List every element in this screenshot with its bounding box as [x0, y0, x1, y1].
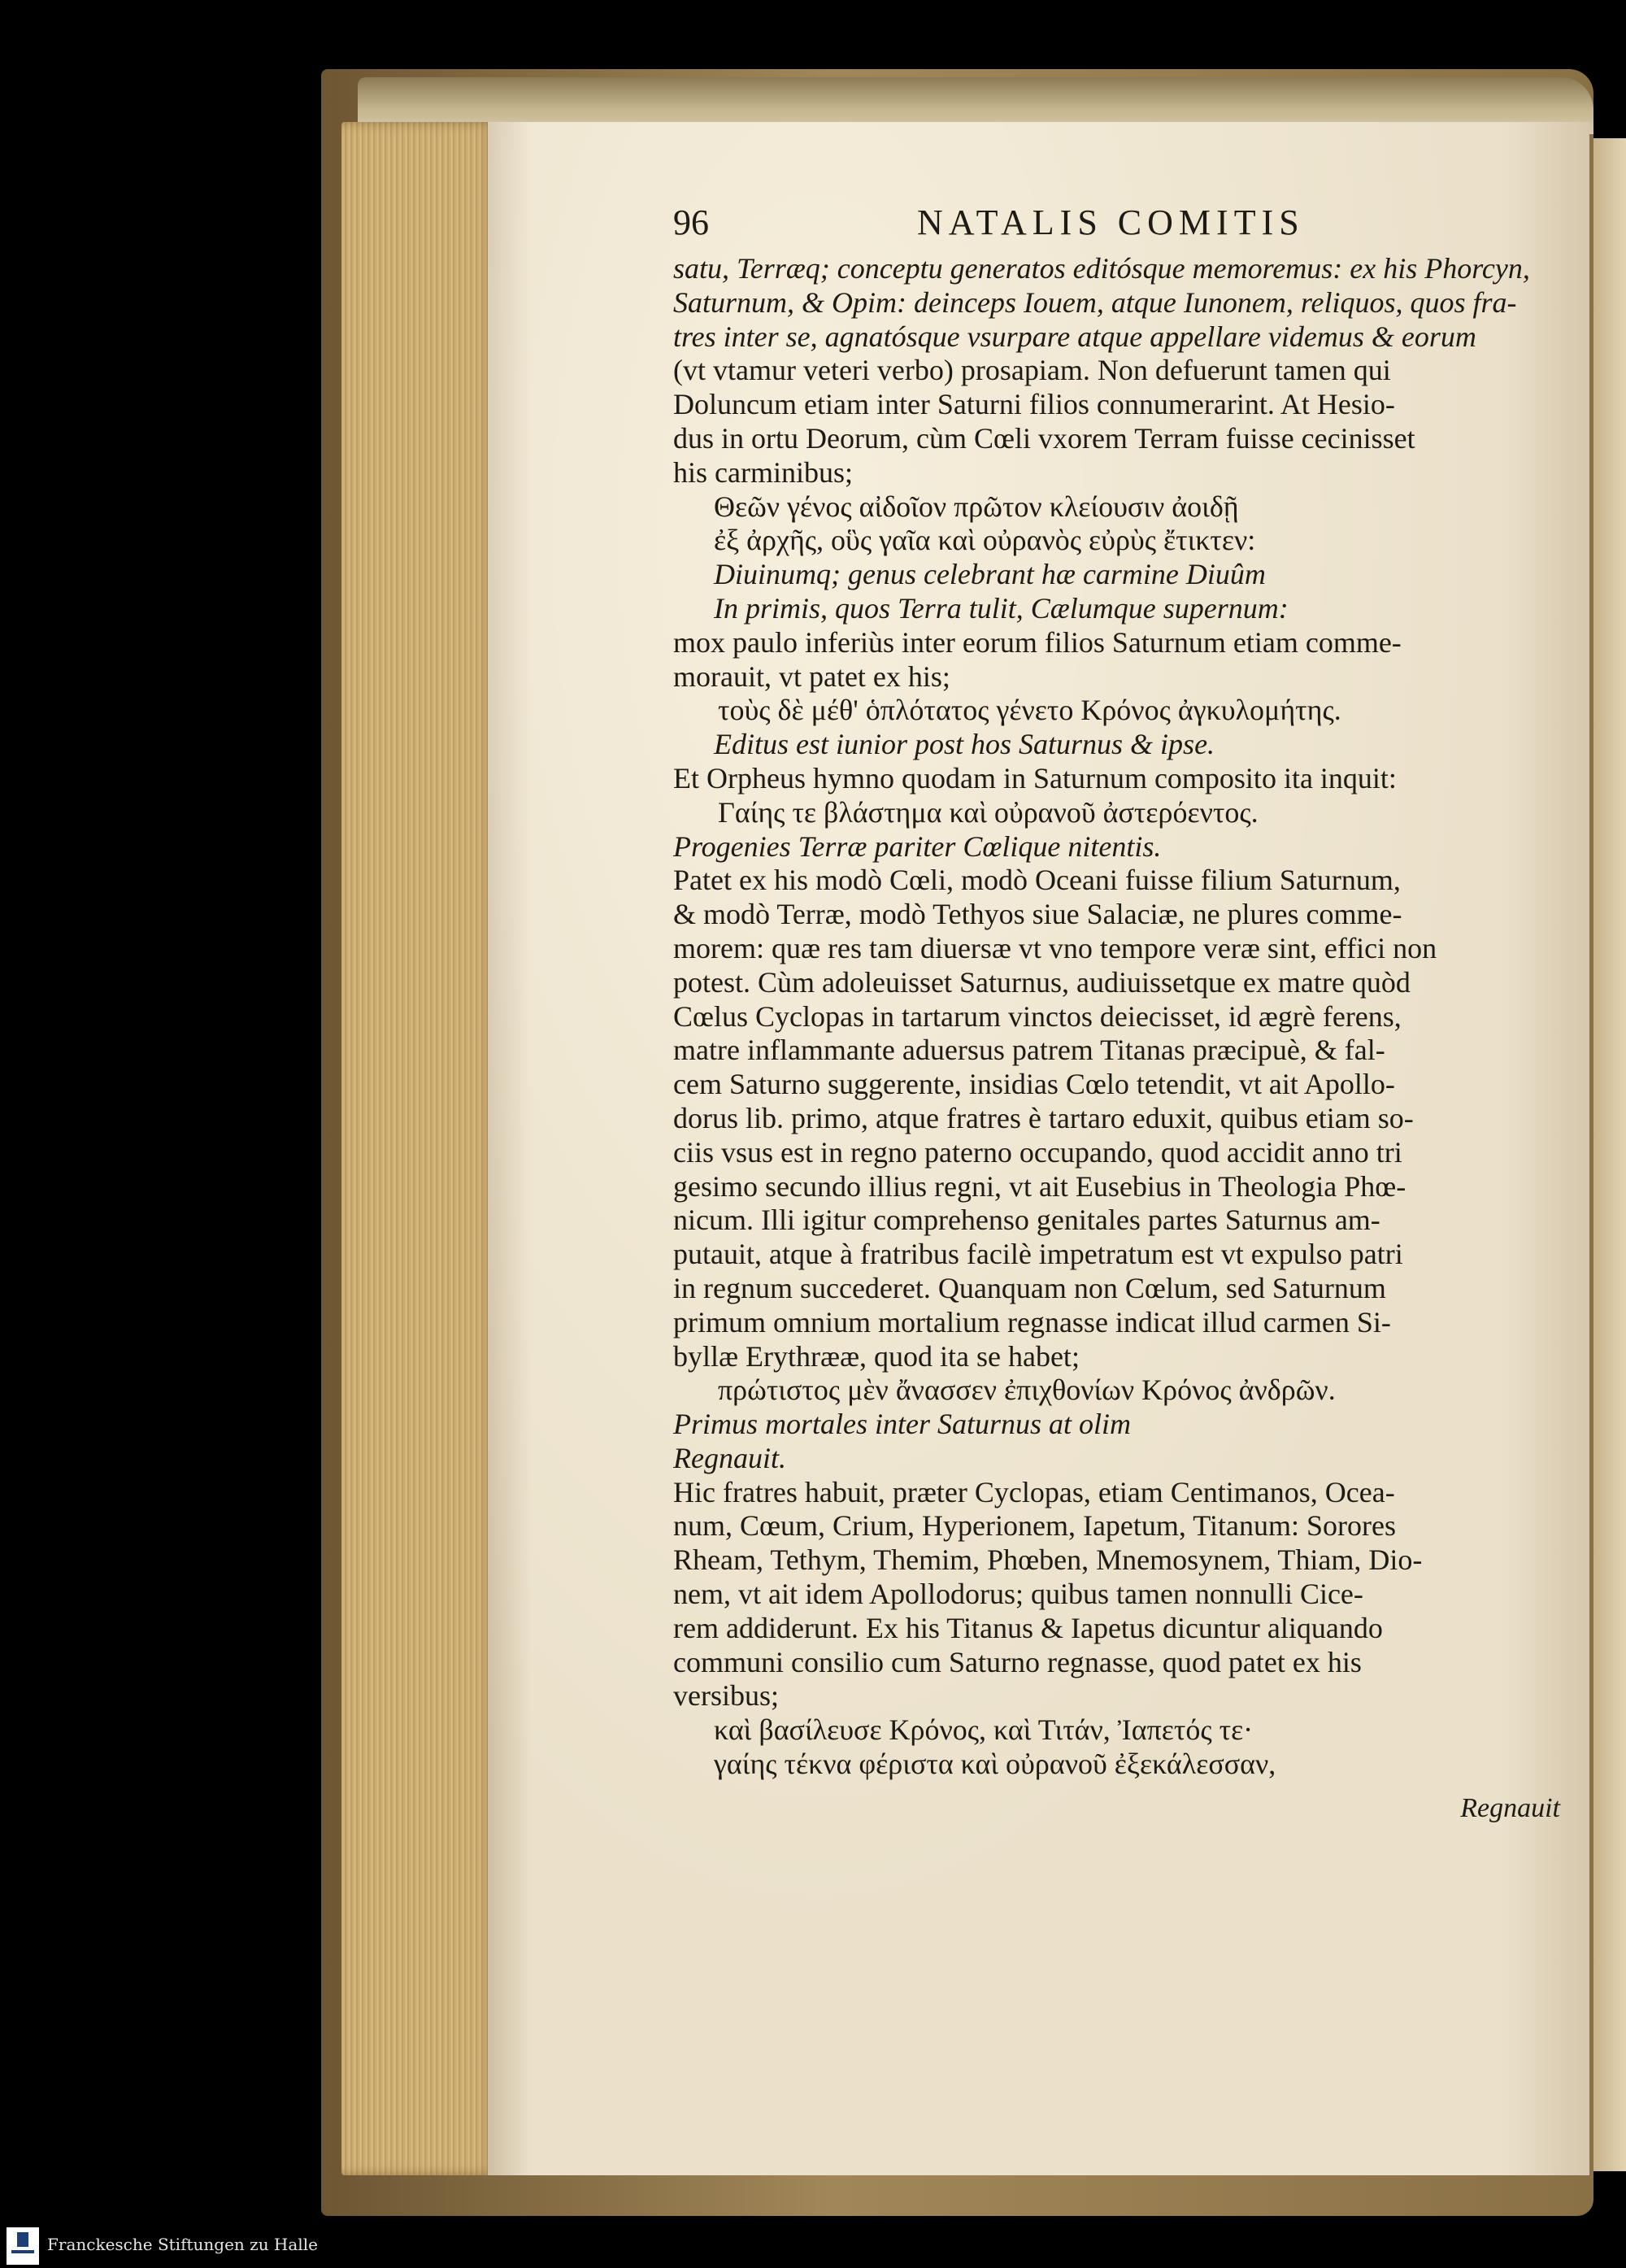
library-logo-icon [7, 2227, 39, 2265]
text-line: Rheam, Tethym, Themim, Phœben, Mnemosynem, Thiam, Dio- [673, 1543, 1423, 1577]
text-line: dus in ortu Deorum, cùm Cœli vxorem Terram fuisse cecinisset [673, 421, 1415, 455]
text-line: primum omnium mortalium regnasse indicat illud carmen Si- [673, 1305, 1391, 1339]
text-line: potest. Cùm adoleuisset Saturnus, audiuissetque ex matre quòd [673, 965, 1411, 999]
latin-verse-line: Diuinumq; genus celebrant hæ carmine Diuûm [714, 558, 1266, 591]
greek-verse-line: ἐξ ἀρχῆς, οὓς γαῖα καὶ οὐρανὸς εὐρὺς ἔτικτεν: [714, 524, 1256, 557]
running-head: NATALIS COMITIS [917, 202, 1305, 242]
page-text-block [673, 202, 1563, 1824]
text-line: Saturnum, & Opim: deinceps Iouem, atque Iunonem, reliquos, quos fra- [673, 285, 1517, 319]
library-name: Franckesche Stiftungen zu Halle [47, 2235, 318, 2254]
text-line: matre inflammante aduersus patrem Titanas præcipuè, & fal- [673, 1034, 1385, 1067]
text-line: Patet ex his modò Cœli, modò Oceani fuisse filium Saturnum, [673, 864, 1401, 897]
text-line: satu, Terræq; conceptu generatos editósque memoremus: ex his Phorcyn, [673, 252, 1530, 285]
text-line: Hic fratres habuit, præter Cyclopas, etiam Centimanos, Ocea- [673, 1475, 1395, 1508]
latin-verse-line: Editus est iunior post hos Saturnus & ipse. [714, 728, 1215, 761]
page-number: 96 [673, 202, 709, 242]
greek-verse-line: Θεῶν γένος αἰδοῖον πρῶτον κλείουσιν ἀοιδῇ [714, 490, 1239, 523]
text-line: in regnum succederet. Quanquam non Cœlum, sed Saturnum [673, 1271, 1386, 1304]
footer-bar [0, 2224, 1626, 2268]
greek-verse-line: Γαίης τε βλάστημα καὶ οὐρανοῦ ἀστερόεντος. [718, 795, 1259, 829]
greek-verse-line: καὶ βασίλευσε Κρόνος, καὶ Τιτάν, Ἰαπετός τε· [714, 1713, 1254, 1747]
text-line: nem, vt ait idem Apollodorus; quibus tamen nonnulli Cice- [673, 1578, 1363, 1611]
text-line: cem Saturno suggerente, insidias Cœlo tetendit, vt ait Apollo- [673, 1068, 1395, 1101]
text-line: nicum. Illi igitur comprehenso genitales partes Saturnus am- [673, 1204, 1380, 1237]
text-line: rem addiderunt. Ex his Titanus & Iapetus dicuntur aliquando [673, 1611, 1383, 1644]
text-line: communi consilio cum Saturno regnasse, quod patet ex his [673, 1645, 1362, 1678]
text-line: ciis vsus est in regno paterno occupando, quod accidit anno tri [673, 1135, 1402, 1169]
greek-verse-line: πρώτιστος μὲν ἄνασσεν ἐπιχθονίων Κρόνος ἀνδρῶν. [718, 1373, 1336, 1407]
text-line: tres inter se, agnatósque vsurpare atque appellare videmus & eorum [673, 320, 1476, 353]
greek-verse-line: γαίης τέκνα φέριστα καὶ οὐρανοῦ ἐξεκάλεσσαν, [714, 1748, 1276, 1781]
facing-page-sliver [1593, 138, 1626, 2171]
greek-verse-line: τοὺς δὲ μέθ' ὁπλότατος γένετο Κρόνος ἀγκυλομήτης. [718, 694, 1341, 727]
text-line: morem: quæ res tam diuersæ vt vno tempore veræ sint, effici non [673, 931, 1437, 964]
text-line: mox paulo inferiùs inter eorum filios Saturnum etiam comme- [673, 625, 1402, 659]
text-line: Doluncum etiam inter Saturni filios connumerarint. At Hesio- [673, 388, 1395, 421]
catchword: Regnauit [1460, 1792, 1560, 1823]
text-line: morauit, vt patet ex his; [673, 660, 950, 693]
latin-verse-line: Progenies Terræ pariter Cœlique nitentis. [673, 829, 1162, 863]
latin-verse-line: Regnauit. [673, 1441, 786, 1474]
text-line: gesimo secundo illius regni, vt ait Eusebius in Theologia Phœ- [673, 1169, 1406, 1203]
text-line: Et Orpheus hymno quodam in Saturnum composito ita inquit: [673, 761, 1397, 794]
text-line: & modò Terræ, modò Tethyos siue Salaciæ, ne plures comme- [673, 898, 1402, 931]
text-line: byllæ Erythrææ, quod ita se habet; [673, 1339, 1080, 1373]
text-line: (vt vtamur veteri verbo) prosapiam. Non defuerunt tamen qui [673, 354, 1391, 387]
latin-verse-line: Primus mortales inter Saturnus at olim [673, 1408, 1132, 1441]
text-line: num, Cœum, Crium, Hyperionem, Iapetum, Titanum: Sorores [673, 1509, 1396, 1543]
latin-verse-line: In primis, quos Terra tulit, Cælumque supernum: [714, 591, 1289, 625]
text-line: putauit, atque à fratribus facilè impetratum est vt expulso patri [673, 1238, 1403, 1271]
text-line: dorus lib. primo, atque fratres è tartaro eduxit, quibus etiam so- [673, 1101, 1414, 1134]
text-line: Cœlus Cyclopas in tartarum vinctos deiecisset, id ægrè ferens, [673, 999, 1402, 1033]
page-header [673, 202, 1563, 252]
page-stack-edge [341, 122, 496, 2175]
text-line: his carminibus; [673, 455, 853, 489]
text-line: versibus; [673, 1679, 779, 1713]
